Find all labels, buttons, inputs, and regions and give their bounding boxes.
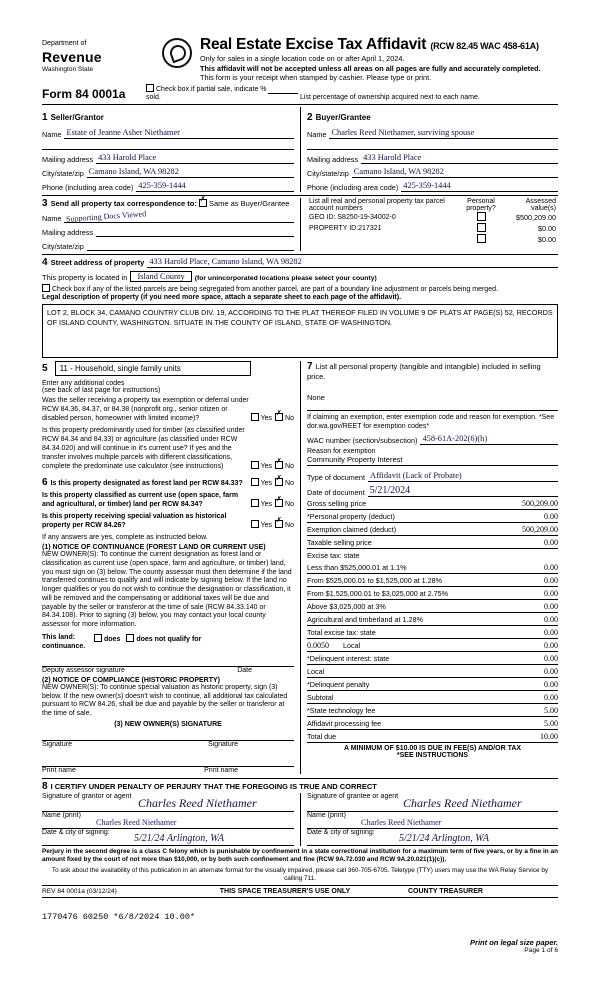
line-total-due [307, 732, 558, 743]
forest-yes-label: Yes [260, 480, 273, 488]
line-delinquent-penalty [307, 680, 558, 691]
exemption-question [42, 397, 294, 424]
newowner-sig-label-1: Signature [42, 740, 72, 748]
seller-number: 1 [42, 111, 48, 123]
corr-mailing-label: Mailing address [42, 227, 94, 237]
assessed-heading: Assessed value(s) [525, 197, 556, 212]
label-tier2: From $525,000.01 to $1,525,000 at 1.28% [307, 576, 443, 586]
historic-yes-checkbox[interactable] [251, 520, 259, 528]
does-not-checkbox[interactable] [126, 634, 134, 642]
line-delinquent-interest-state [307, 654, 558, 665]
current-use-question: Is this property classified as current use (open space, farm and agricultural, or timber) land per RCW 84.34? [42, 492, 239, 509]
parcel-heading: List all real and personal property tax parcel account numbers [309, 197, 445, 212]
assessed-value-0: $500,209.00 [516, 212, 556, 222]
currentuse-no-checkbox[interactable] [275, 499, 283, 507]
perjury-warning: Perjury in the second degree is a class C felony which is punishable by confinement in a state correctional institution for a maximum term of five years, or by a fine in an amount fixed by the court of not more than $10,000, or by both such confinement and fine (RCW 9A.72.030 and RCW 9A.20.021(1)(c)). [42, 847, 558, 864]
buyer-mailing-value[interactable]: 433 Harold Place [361, 153, 558, 164]
seller-phone-value[interactable]: 425-359-1444 [136, 181, 294, 192]
certification-heading: I CERTIFY UNDER PENALTY OF PERJURY THAT THE FOREGOING IS TRUE AND CORRECT [50, 781, 377, 791]
line-subtotal [307, 693, 558, 704]
buyer-name-value[interactable]: Charles Reed Niethamer, surviving spouse [329, 128, 558, 139]
parcel-id-1[interactable]: PROPERTY ID:217321 [309, 224, 382, 232]
reason-value[interactable]: Community Property Interest [307, 455, 558, 466]
personal-checkbox-2[interactable] [477, 234, 486, 243]
label-subtotal: Subtotal [307, 693, 334, 703]
line-tier3 [307, 589, 558, 600]
historic-question: Is this property receiving special valuation as historical property per RCW 84.26? [42, 513, 227, 530]
grantee-date-city[interactable]: 5/21/24 Arlington, WA [399, 832, 489, 844]
currentuse-yes-checkbox[interactable] [251, 499, 259, 507]
value-local: 0.00 [544, 641, 558, 651]
seller-name-label: Name [42, 129, 62, 139]
grantee-signature-label: Signature of grantee or agent [307, 792, 399, 800]
table-row [307, 234, 558, 245]
dept-line-3: Washington State [42, 66, 94, 74]
historic-no-checkbox[interactable] [275, 520, 283, 528]
grantor-signature-label: Signature of grantor or agent [42, 792, 132, 800]
line-tier1 [307, 563, 558, 574]
same-as-buyer-checkbox[interactable] [199, 199, 207, 207]
timber-yesno[interactable] [251, 461, 294, 472]
notice-compliance-title: (2) NOTICE OF COMPLIANCE (HISTORIC PROPERTY) [42, 676, 220, 684]
grantor-date-label: Date & city of signing: [42, 828, 110, 836]
label-delinq-state: *Delinquent interest: state [307, 654, 390, 664]
addl-codes-line1: Enter any additional codes [42, 379, 125, 387]
section6 [42, 477, 294, 774]
seller-citystate-label: City/state/zip [42, 168, 84, 178]
deputy-assessor-sig-label: Deputy assessor signature [42, 666, 125, 674]
value-penalty: 0.00 [544, 680, 558, 690]
exemption-yes-label: Yes [260, 414, 273, 422]
timber-question [42, 427, 294, 472]
line-total-excise-state [307, 628, 558, 639]
label-taxable: Taxable selling price [307, 538, 372, 548]
label-exemption: Exemption claimed (deduct) [307, 525, 397, 535]
dept-line-1: Department of [42, 40, 87, 47]
label-penalty: *Delinquent penalty [307, 680, 370, 690]
county-value[interactable]: Island County [130, 271, 191, 282]
section3-heading: Send all property tax correspondence to: [50, 198, 197, 208]
ownership-note: List percentage of ownership acquired next to each name. [300, 93, 480, 101]
forest-land-question: Is this property designated as forest land per RCW 84.33? [50, 479, 243, 487]
grantee-signature[interactable]: Charles Reed Niethamer [403, 795, 522, 810]
timber-no-label: No [285, 462, 294, 470]
segregated-label: Check box if any of the listed parcels are being segregated from another parcel, are part of a boundary line adjustment or parcels being merged. [52, 285, 498, 293]
forest-no-label: No [285, 480, 294, 488]
table-row [307, 212, 558, 223]
same-as-buyer-label: Same as Buyer/Grantee [208, 198, 290, 208]
supporting-docs-stamp: Supporting Docs Viewed [66, 209, 147, 224]
personal-property-value[interactable]: None [307, 392, 325, 402]
newowner-sig-label-2: Signature [208, 740, 238, 748]
exemption-no-label: No [285, 414, 294, 422]
corr-mailing-value[interactable] [96, 226, 294, 237]
notice-continuance-title: (1) NOTICE OF CONTINUANCE (FOREST LAND OR CURRENT USE) [42, 544, 266, 552]
line-excise-state [307, 551, 558, 561]
partial-sale-label: Check box if partial sale, indicate % [156, 85, 267, 93]
legal-description-label: Legal description of property (if you need more space, attach a separate sheet to each page of the affidavit). [42, 293, 402, 301]
revenue-logo-icon [162, 38, 192, 68]
corr-citystate-label: City/state/zip [42, 241, 84, 251]
label-tier4: Above $3,025,000 at 3% [307, 602, 386, 612]
buyer-number: 2 [307, 111, 313, 123]
section4-heading: Street address of property [50, 257, 145, 267]
label-ag: Agricultural and timberland at 1.28% [307, 615, 423, 625]
ada-notice: To ask about the availability of this publication in an alternate format for the visually impaired, please call 360-705-6705. Teletype (TTY) users may use the WA Relay Service by calling 711. [51, 866, 549, 882]
line-tier4 [307, 602, 558, 613]
exemption-yesno[interactable] [251, 413, 294, 424]
minimum-due-note: A MINIMUM OF $10.00 IS DUE IN FEE(S) AND/OR TAX [343, 745, 522, 753]
property-address-value[interactable]: 433 Harold Place, Camano Island, WA 98282 [147, 257, 558, 268]
grantee-date-label: Date & city of signing: [307, 828, 375, 836]
section5 [42, 361, 300, 774]
parcel-id-0[interactable]: GEO ID: S8250-19-34002-0 [309, 213, 396, 221]
line-personal-property [307, 512, 558, 523]
dept-line-2: Revenue [42, 48, 102, 65]
legal-description-text[interactable]: LOT 2, BLOCK 34, CAMANO COUNTRY CLUB DIV. 19, ACCORDING TO THE PLAT THEREOF FILED IN VOLUME 9 OF PLATS AT PAGE(S) 52, RECORDS OF ISLAND COUNTY, WASHINGTON. SITUATE IN THE COUNTY OF ISLAND, STATE OF WASHINGTON. [42, 304, 558, 358]
seller-section [42, 107, 300, 192]
buyer-phone-label: Phone (including area code) [307, 182, 399, 192]
affidavit-form [42, 36, 558, 954]
seller-mailing-label: Mailing address [42, 154, 94, 164]
label-excise-state: Excise tax: state [307, 551, 360, 561]
value-subtotal: 0.00 [544, 693, 558, 703]
newowner-print-label-1: Print name [42, 766, 76, 774]
line-taxable-price [307, 538, 558, 549]
header-sub-3: This form is your receipt when stamped by cashier. Please type or print. [200, 73, 432, 83]
buyer-mailing-label: Mailing address [307, 154, 359, 164]
value-delinq-state: 0.00 [544, 654, 558, 664]
doc-date-label: Date of document [307, 488, 365, 498]
title-citation: (RCW 82.45 WAC 458-61A) [430, 41, 539, 51]
deputy-date-label: Date [237, 666, 252, 674]
line-tech-fee [307, 706, 558, 717]
doc-type-label: Type of document [307, 473, 366, 483]
value-processing-fee: 5.00 [544, 719, 558, 729]
land-does-option[interactable] [94, 634, 120, 643]
value-tier4: 0.00 [544, 602, 558, 612]
parcel-table [307, 198, 558, 245]
page-title [200, 36, 558, 54]
addl-codes-line2: (see back of last page for instructions) [42, 386, 161, 394]
segregated-checkbox[interactable] [42, 284, 50, 292]
property-address-section [42, 257, 558, 358]
notice-continuance-body: NEW OWNER(S): To continue the current designation as forest land or classification as current use (open space, farm and agriculture, or timber) land, you must sign on (3) below. The county assessor must then determine if the land transferred continues to qualify and will indicate by signing below. If the land no longer qualifies or you do not wish to continue the designation or classification, it will be removed and the compensating or additional taxes will be due and payable by the seller or transferor at the time of sale (RCW 84.33.140 or 84.34.108). Prior to signing (3) below, you may contact your local county assessor for more information. [42, 551, 292, 629]
seller-heading: Seller/Grantor [50, 112, 104, 122]
value-tier2: 0.00 [544, 576, 558, 586]
section7 [300, 361, 558, 774]
section7-heading: List all personal property (tangible and intangible) included in selling price. [307, 361, 541, 381]
treasurer-use-label: THIS SPACE TREASURER'S USE ONLY [219, 888, 351, 896]
section5-number: 5 [42, 362, 48, 374]
county-treasurer-label: COUNTY TREASURER [408, 888, 483, 896]
label-tier1: Less than $525,000.01 at 1.1% [307, 563, 407, 573]
does-checkbox[interactable] [94, 634, 102, 642]
new-owner-signature-title: (3) NEW OWNER(S) SIGNATURE [114, 720, 222, 728]
local-rate: 0.0050 [307, 641, 329, 651]
doc-type-value[interactable]: Affidavit (Lack of Probate) [368, 471, 558, 482]
historic-yes-label: Yes [260, 522, 273, 530]
title-text: Real Estate Excise Tax Affidavit [200, 36, 427, 53]
timber-yes-label: Yes [260, 462, 273, 470]
form-header [42, 36, 558, 83]
exemption-question-text: Was the seller receiving a property tax exemption or deferral under RCW 84.36, 84.37, or 84.38 (nonprofit org., senior citizen or disabled person, homeowner with limited income)? [42, 396, 249, 422]
currentuse-yes-label: Yes [260, 501, 273, 509]
grantee-print-name[interactable]: Charles Reed Niethamer [361, 817, 442, 827]
correspondence-section [42, 198, 300, 251]
line-exemption-claimed [307, 525, 558, 536]
label-local: Local [343, 641, 361, 651]
county-hint: (for unincorporated locations please select your county) [194, 274, 377, 282]
agency-block [42, 36, 154, 74]
grantor-print-label: Name (print) [42, 811, 81, 819]
parcel-section [300, 198, 558, 251]
land-use-code[interactable]: 11 - Household, single family units [55, 361, 251, 376]
land-does-not-option[interactable] [126, 634, 201, 643]
if-any-yes-note: If any answers are yes, complete as instructed below. [42, 534, 208, 542]
section4-number: 4 [42, 256, 48, 268]
revision-number: REV 84 0001a (03/12/24) [42, 888, 117, 896]
seller-mailing-value[interactable]: 433 Harold Place [96, 153, 294, 164]
line-local [307, 641, 558, 652]
treasurer-stamp: 1770476 60250 *6/8/2024 10.00* [42, 912, 196, 923]
title-block [200, 36, 558, 83]
forest-no-checkbox[interactable] [275, 478, 283, 486]
exemption-instructions: If claiming an exemption, enter exemption code and reason for exemption. *See dor.wa.gov/REET for exemption codes* [307, 413, 555, 430]
value-total-excise: 0.00 [544, 628, 558, 638]
label-total-due: Total due [307, 732, 337, 742]
corr-name-label: Name [42, 213, 62, 223]
label-total-excise: Total excise tax: state [307, 628, 376, 638]
value-ag: 0.00 [544, 615, 558, 625]
buyer-citystate-value[interactable]: Camano Island, WA 98282 [352, 167, 558, 178]
grantor-signature[interactable]: Charles Reed Niethamer [138, 795, 257, 810]
print-legal-note: Print on legal size paper. [470, 938, 558, 948]
value-gross: 500,209.00 [522, 499, 558, 509]
assessed-value-2: $0.00 [538, 234, 556, 244]
value-tech-fee: 5.00 [544, 706, 558, 716]
exemption-yes-checkbox[interactable] [251, 413, 259, 421]
partial-sale-checkbox[interactable] [146, 84, 154, 92]
buyer-heading: Buyer/Grantee [315, 112, 371, 122]
label-delinq-local: Local [307, 667, 325, 677]
seller-citystate-value[interactable]: Camano Island, WA 98282 [87, 167, 294, 178]
does-label: does [104, 635, 121, 643]
wac-value[interactable]: 458-61A-202(6)(h) [420, 434, 558, 445]
label-tier3: From $1,525,000.01 to $3,025,000 at 2.75% [307, 589, 449, 599]
header-sub-1: Only for sales in a single location code on or after April 1, 2024. [200, 54, 405, 63]
label-gross: Gross selling price [307, 499, 367, 509]
line-ag-timber [307, 615, 558, 626]
notice-compliance-body: NEW OWNER(S): To continue special valuation as historic property, sign (3) below. If the new owner(s) doesn't wish to continue, all additional tax calculated pursuant to RCW 84.26, shall be due and payable by the seller or transferor at the time of sale. [42, 683, 288, 718]
doc-date-value[interactable]: 5/21/2024 [368, 485, 558, 497]
parcel-id-2[interactable] [307, 234, 459, 245]
section6-number: 6 [42, 476, 48, 488]
value-taxable: 0.00 [544, 538, 558, 548]
buyer-phone-value[interactable]: 425-359-1444 [401, 181, 558, 192]
see-instructions-note: *SEE INSTRUCTIONS [396, 752, 469, 760]
this-land-label: This land: [42, 633, 76, 641]
timber-question-text: Is this property predominantly used for timber (as classified under RCW 84.34 and 84.33) or agriculture (as classified under RCW 84.34.020) and will continue in it's current use? If yes and the transfer involves multiple parcels with different classifications, complete the predominate use calculator (see instructions) [42, 426, 245, 470]
partial-sale-row [146, 84, 300, 101]
wac-label: WAC number (section/subsection) [307, 436, 418, 446]
value-total-due: 10.00 [540, 732, 558, 742]
line-delinquent-interest-local [307, 667, 558, 678]
section8-number: 8 [42, 780, 48, 792]
forest-yes-checkbox[interactable] [251, 478, 259, 486]
assessed-value-1: $0.00 [538, 223, 556, 233]
personal-checkbox-0[interactable] [477, 212, 486, 221]
value-personal: 0.00 [544, 512, 558, 522]
buyer-citystate-label: City/state/zip [307, 168, 349, 178]
line-processing-fee [307, 719, 558, 730]
line-gross-selling-price [307, 499, 558, 510]
corr-citystate-value[interactable] [87, 240, 294, 251]
buyer-section [300, 107, 558, 192]
label-tech-fee: *State technology fee [307, 706, 376, 716]
partial-sold-label: sold. [146, 93, 161, 101]
located-in-label: This property is located in [42, 272, 128, 282]
line-tier2 [307, 576, 558, 587]
buyer-name-label: Name [307, 129, 327, 139]
value-exemption: 500,209.00 [522, 525, 558, 535]
label-personal: *Personal property (deduct) [307, 512, 395, 522]
personal-property-heading: Personal property? [466, 197, 496, 212]
timber-no-checkbox[interactable] [275, 461, 283, 469]
value-tier1: 0.00 [544, 563, 558, 573]
grantee-print-label: Name (print) [307, 811, 346, 819]
exemption-no-checkbox[interactable] [275, 413, 283, 421]
section3-number: 3 [42, 197, 48, 209]
seller-name-value[interactable]: Estate of Jeanne Asher Niethamer [64, 128, 294, 139]
timber-yes-checkbox[interactable] [251, 461, 259, 469]
currentuse-no-label: No [285, 501, 294, 509]
table-row [307, 223, 558, 234]
continuance-label: continuance. [42, 642, 86, 650]
section7-number: 7 [307, 360, 313, 372]
header-sub-2: This affidavit will not be accepted unless all areas on all pages are fully and accurately completed. [200, 63, 541, 73]
value-tier3: 0.00 [544, 589, 558, 599]
page-number: Page 1 of 6 [524, 947, 558, 955]
form-number: Form 84 0001a [42, 86, 126, 101]
historic-no-label: No [285, 522, 294, 530]
grantor-print-name[interactable]: Charles Reed Niethamer [96, 817, 177, 827]
section8-certification [42, 778, 558, 883]
personal-checkbox-1[interactable] [477, 223, 486, 232]
value-delinq-local: 0.00 [544, 667, 558, 677]
seller-phone-label: Phone (including area code) [42, 182, 134, 192]
grantor-date-city[interactable]: 5/21/24 Arlington, WA [134, 832, 224, 844]
newowner-print-label-2: Print name [204, 766, 238, 774]
label-processing-fee: Affidavit processing fee [307, 719, 382, 729]
does-not-label: does not qualify for [136, 635, 202, 643]
reason-label: Reason for exemption [307, 448, 376, 456]
